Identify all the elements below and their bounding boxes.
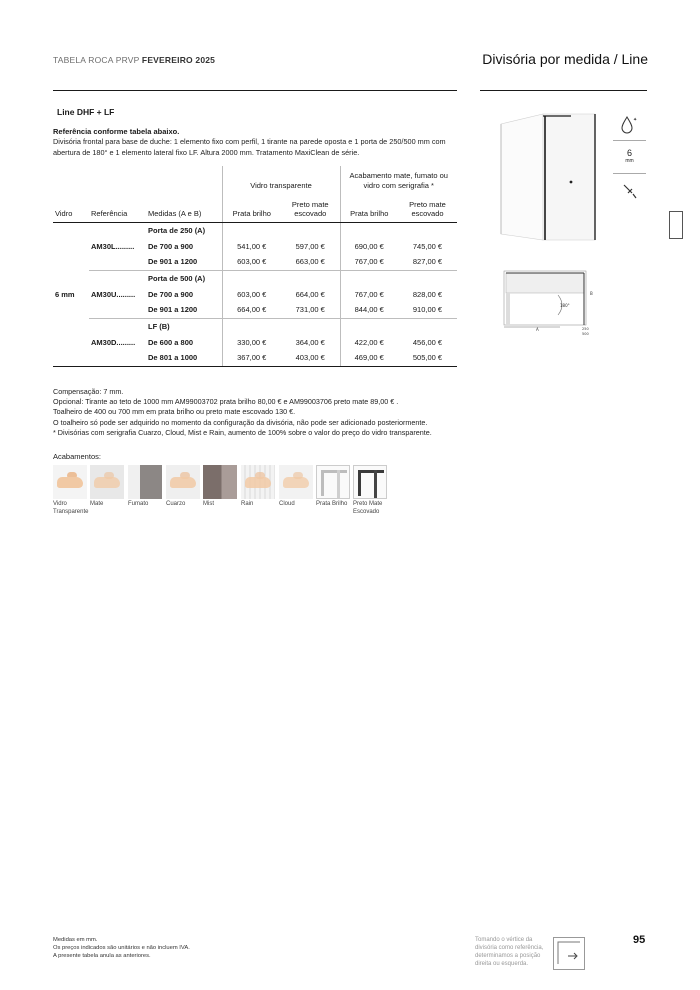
price-cell: 827,00 € [398, 254, 457, 270]
footer-note-line: Medidas em mm. [53, 937, 98, 943]
profile-illustration [358, 470, 384, 496]
price-notes [53, 387, 473, 438]
hand-illustration [283, 477, 309, 488]
finish-label: Preto Mate Escovado [353, 501, 383, 515]
finish-swatch-fumato [128, 465, 162, 509]
price-cell: 469,00 € [340, 350, 398, 366]
finishes-title: Acabamentos: [53, 452, 101, 461]
finish-swatch-mist [203, 465, 237, 509]
size-cell: De 700 a 900 [148, 241, 194, 251]
column-header: Prata brilho [222, 196, 281, 222]
profile-illustration [337, 470, 340, 498]
section-title: Line DHF + LF [57, 107, 115, 117]
price-cell: 767,00 € [340, 286, 398, 302]
finish-swatch-image [353, 465, 387, 499]
feature-icons [613, 108, 646, 207]
catalog-date: FEVEREIRO 2025 [141, 55, 216, 65]
group-heading-cell: LF (B) [148, 321, 170, 331]
glass-thickness-unit: mm [625, 158, 634, 164]
maxiclean-icon [613, 108, 646, 141]
note-line: Compensação: 7 mm. [53, 387, 124, 396]
hand-illustration [170, 477, 196, 488]
profile-illustration [374, 470, 377, 498]
note-line: * Divisórias com serigrafia Cuarzo, Cloud, Mist e Rain, aumento de 100% sobre o valor do preço do vidro transparente. [53, 427, 432, 437]
footer-note-line: A presente tabela anula as anteriores. [53, 953, 151, 959]
finish-label: Rain [241, 501, 254, 507]
finish-swatch-cuarzo [166, 465, 200, 509]
table-row [53, 318, 457, 334]
price-cell: 690,00 € [340, 238, 398, 254]
reference-title: Referência conforme tabela abaixo. [53, 127, 180, 136]
product-description: Divisória frontal para base de duche: 1 elemento fixo com perfil, 1 tirante na parede oposta e 1 porta de 250/500 mm com abertura de 180° e 1 elemento lateral fixo LF. Altura 2000 mm. Tratamento MaxiClean de série. [53, 137, 446, 157]
column-header: Vidro [53, 196, 89, 222]
finish-label: Fumato [128, 501, 149, 507]
finish-swatches [53, 465, 393, 535]
price-cell: 603,00 € [222, 286, 281, 302]
table-row [53, 270, 457, 286]
shower-installation-icon [613, 174, 646, 207]
hand-illustration [94, 477, 120, 488]
side-index-tab [669, 211, 683, 239]
price-cell: 541,00 € [222, 238, 281, 254]
footer-notes [53, 936, 190, 960]
product-shower-image [495, 112, 603, 244]
note-line: Toalheiro de 400 ou 700 mm em prata brilho ou preto mate escovado 130 €. [53, 407, 296, 417]
column-header: Preto mate escovado [398, 196, 457, 222]
plan-dim-250: 250 [582, 327, 589, 331]
note-line: Opcional: Tirante ao teto de 1000 mm AM99003702 prata brilho 80,00 € e AM99003706 preto mate 89,00 € . [53, 397, 399, 407]
glass-thickness-value: 6 [626, 148, 632, 158]
size-cell: De 600 a 800 [148, 337, 194, 347]
finish-swatch-image [203, 465, 237, 499]
price-cell: 367,00 € [222, 350, 281, 366]
price-cell: 664,00 € [295, 289, 325, 299]
finish-label: Vidro Transparente [53, 501, 89, 515]
column-header: Prata brilho [340, 196, 398, 222]
svg-text:✦: ✦ [632, 117, 637, 123]
price-cell: 844,00 € [340, 302, 398, 318]
orientation-diagram [553, 937, 585, 970]
finish-swatch-rain [241, 465, 275, 509]
profile-illustration [321, 470, 347, 496]
header-divider-left [53, 90, 457, 91]
price-cell: 731,00 € [281, 302, 340, 318]
group-heading-cell: Porta de 250 (A) [148, 225, 206, 235]
finish-swatch-image [166, 465, 200, 499]
plan-dim-500: 500 [582, 332, 589, 336]
footer-orientation-note: Tomando o vértice da divisória como referência, determinamos a posição direita ou esquerda. [475, 937, 544, 967]
glass-thickness-cell: 6 mm [53, 222, 89, 366]
price-cell: 664,00 € [222, 302, 281, 318]
price-cell: 456,00 € [412, 337, 443, 347]
price-cell: 910,00 € [398, 302, 457, 318]
price-cell: 597,00 € [295, 241, 325, 251]
plan-angle-label: 180° [560, 303, 570, 308]
glass-thickness-icon [613, 141, 646, 174]
finish-swatch-image [128, 465, 162, 499]
table-row [53, 222, 457, 238]
price-cell: 767,00 € [340, 254, 398, 270]
price-cell: 403,00 € [281, 350, 340, 366]
water-drop-icon [619, 114, 641, 134]
group-header-transparent: Vidro transparente [222, 166, 340, 196]
price-cell: 828,00 € [412, 289, 443, 299]
price-cell: 330,00 € [222, 334, 281, 350]
reference-cell: AM30L......... [89, 222, 146, 270]
header-divider-right [480, 90, 647, 91]
finish-swatch-preto-mate [353, 465, 387, 516]
orientation-diagram-icon [554, 938, 584, 969]
column-header: Preto mate escovado [281, 196, 340, 222]
finish-swatch-transparent [53, 465, 87, 516]
glass-thickness-label [625, 149, 633, 165]
catalog-name: TABELA ROCA PRVP [53, 55, 140, 65]
table-group-header-row [53, 166, 457, 196]
plan-label-a: A [536, 327, 539, 332]
header-catalog-label [53, 55, 215, 65]
page-number: 95 [633, 934, 646, 946]
plan-diagram [500, 267, 600, 337]
finish-swatch-mate [90, 465, 124, 509]
column-header: Medidas (A e B) [146, 196, 222, 222]
finish-swatch-image [279, 465, 313, 499]
finish-label: Prata Brilho [316, 501, 348, 507]
price-cell: 745,00 € [412, 241, 443, 251]
size-cell: De 901 a 1200 [146, 254, 222, 270]
reference-cell: AM30U......... [89, 270, 146, 318]
finish-swatch-image [53, 465, 87, 499]
price-cell: 422,00 € [340, 334, 398, 350]
finish-label: Cloud [279, 501, 295, 507]
reference-cell: AM30D......... [89, 318, 146, 366]
finish-label: Mate [90, 501, 104, 507]
price-cell: 364,00 € [295, 337, 325, 347]
size-cell: De 700 a 900 [148, 289, 194, 299]
hand-illustration [57, 477, 83, 488]
price-table [53, 166, 457, 367]
finish-label: Cuarzo [166, 501, 186, 507]
finish-swatch-cloud [279, 465, 313, 509]
size-cell: De 901 a 1200 [146, 302, 222, 318]
finish-swatch-image [241, 465, 275, 499]
table-column-header-row [53, 196, 457, 222]
group-heading-cell: Porta de 500 (A) [148, 273, 206, 283]
finish-label: Mist [203, 501, 214, 507]
price-cell: 603,00 € [222, 254, 281, 270]
finish-swatch-image [316, 465, 350, 499]
column-header: Referência [89, 196, 146, 222]
finish-swatch-prata-brilho [316, 465, 350, 509]
finish-swatch-image [90, 465, 124, 499]
page-title: Divisória por medida / Line [482, 51, 648, 67]
footer-note-line: Os preços indicados são unitários e não incluem IVA. [53, 945, 190, 951]
price-cell: 505,00 € [398, 350, 457, 366]
hand-illustration [245, 477, 271, 488]
shower-head-icon [620, 181, 640, 201]
plan-label-b: B [590, 291, 593, 296]
size-cell: De 801 a 1000 [146, 350, 222, 366]
price-cell: 663,00 € [281, 254, 340, 270]
group-header-matte: Acabamento mate, fumato ou vidro com serigrafia * [340, 166, 457, 196]
note-line: O toalheiro só pode ser adquirido no momento da configuração da divisória, não pode ser adicionado posteriormente. [53, 417, 428, 427]
